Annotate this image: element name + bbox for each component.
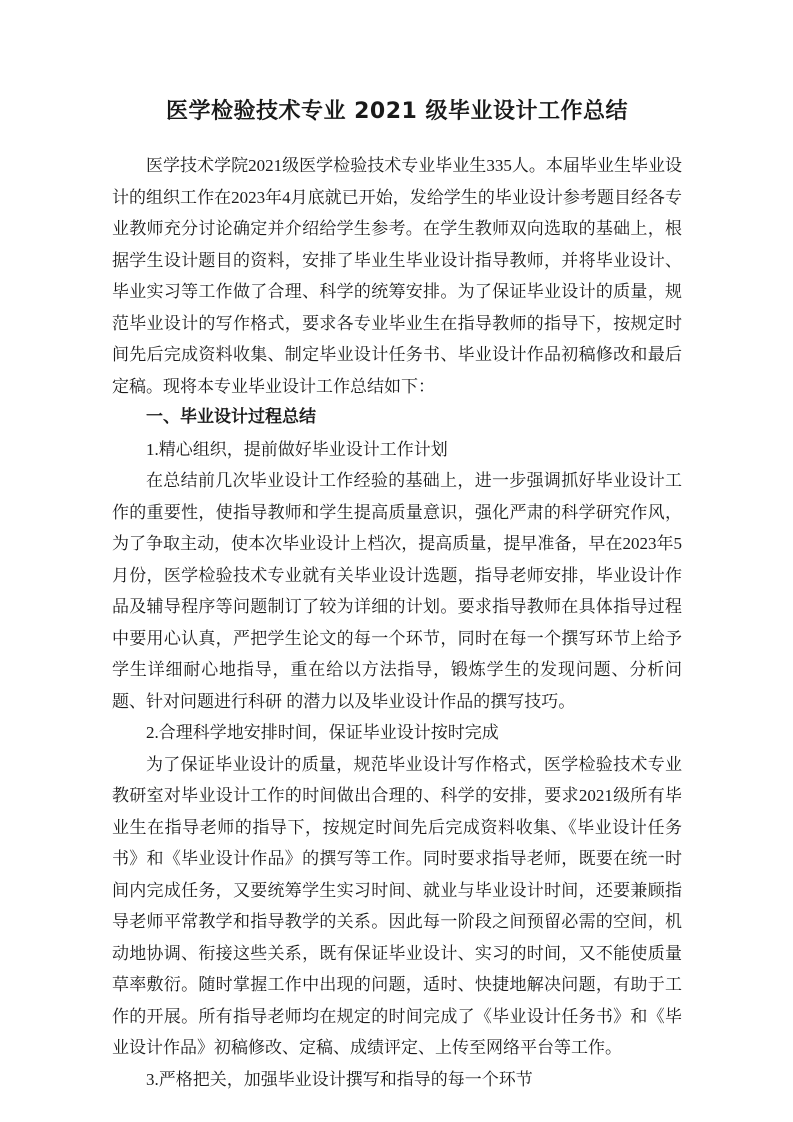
numbered-subheading: 1.精心组织，提前做好毕业设计工作计划	[146, 439, 448, 459]
paragraph: 在总结前几次毕业设计工作经验的基础上，进一步强调抓好毕业设计工作的重要性，使指导教师和学生提高质量意识，强化严肃的科学研究作风，为了争取主动，使本次毕业设计上档次，提高质量，提早准备，早在2023年5月份，医学检验技术专业就有关毕业设计选题，指导老师安排，毕业设计作品及辅导程序等问题制订了较为详细的计划。要求指导教师在具体指导过程中要用心认真，严把学生论文的每一个环节，同时在每一个撰写环节上给予学生详细耐心地指导，重在给以方法指导，锻炼学生的发现问题、分析问题、针对问题进行科研 的潜力以及毕业设计作品的撰写技巧。	[112, 471, 682, 711]
numbered-subheading: 3.严格把关，加强毕业设计撰写和指导的每一个环节	[146, 1069, 533, 1089]
document-body	[112, 150, 682, 1095]
paragraph: 为了保证毕业设计的质量，规范毕业设计写作格式，医学检验技术专业教研室对毕业设计工作的时间做出合理的、科学的安排，要求2021级所有毕业生在指导老师的指导下，按规定时间先后完成资料收集、《毕业设计任务书》和《毕业设计作品》的撰写等工作。同时要求指导老师，既要在统一时间内完成任务，又要统筹学生实习时间、就业与毕业设计时间，还要兼顾指导老师平常教学和指导教学的关系。因此每一阶段之间预留必需的空间，机动地协调、衔接这些关系，既有保证毕业设计、实习的时间，又不能使质量草率敷衍。随时掌握工作中出现的问题，适时、快捷地解决问题，有助于工作的开展。所有指导老师均在规定的时间完成了《毕业设计任务书》和《毕业设计作品》初稿修改、定稿、成绩评定、上传至网络平台等工作。	[112, 754, 682, 1057]
document-title: 医学检验技术专业 2021 级毕业设计工作总结	[165, 99, 629, 124]
paragraph: 医学技术学院2021级医学检验技术专业毕业生335人。本届毕业生毕业设计的组织工作在2023年4月底就已开始，发给学生的毕业设计参考题目经各专业教师充分讨论确定并介绍给学生参考。在学生教师双向选取的基础上，根据学生设计题目的资料，安排了毕业生毕业设计指导教师，并将毕业设计、毕业实习等工作做了合理、科学的统筹安排。为了保证毕业设计的质量，规范毕业设计的写作格式，要求各专业毕业生在指导教师的指导下，按规定时间先后完成资料收集、制定毕业设计任务书、毕业设计作品初稿修改和最后定稿。现将本专业毕业设计工作总结如下：	[112, 156, 682, 396]
numbered-subheading: 2.合理科学地安排时间，保证毕业设计按时完成	[146, 723, 499, 742]
section-heading: 一、毕业设计过程总结	[146, 407, 316, 427]
